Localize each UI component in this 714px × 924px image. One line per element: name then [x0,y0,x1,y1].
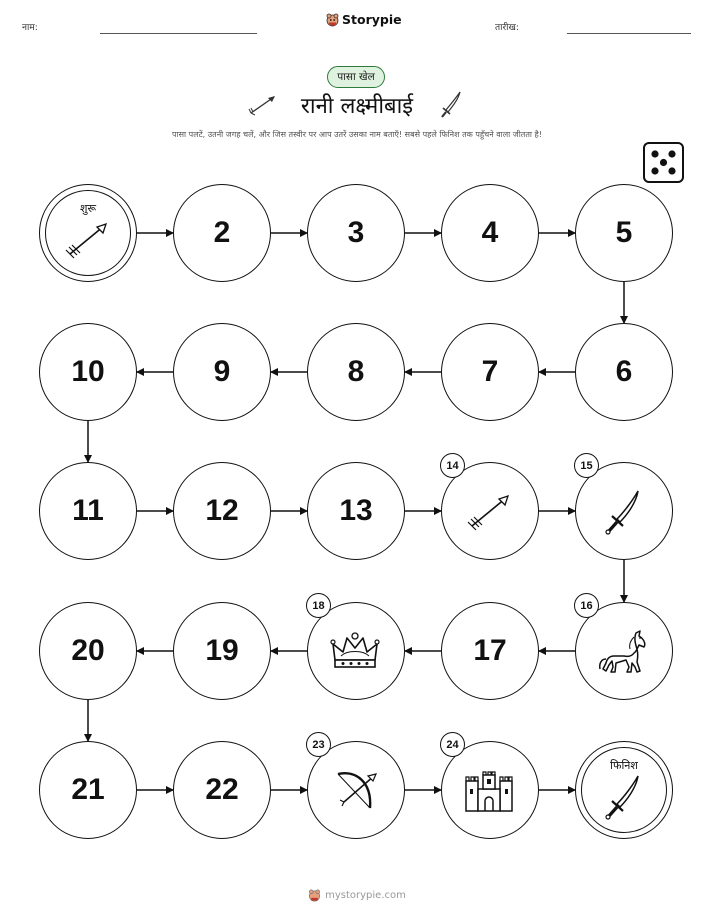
brand-name: Storypie [342,12,402,27]
space-number: 7 [481,355,499,388]
board-space [575,599,673,700]
space-number: 17 [473,634,507,667]
space-number: 9 [213,355,231,388]
board-space [39,602,137,700]
space-number-badge: 14 [440,453,465,478]
footer-site: mystorypie.com [325,890,406,901]
instructions: पासा पलटें, उतनी जगह चलें, और जिस तस्वीर पर आप उतरें उसका नाम बताएँ! सबसे पहले फिनिश तक पहुँचने वाला जीतता है! [172,130,542,139]
space-number: 13 [339,494,373,527]
board-space [575,459,673,560]
fort-icon [462,769,516,817]
arrow-icon [64,220,110,264]
space-number: 12 [205,494,239,527]
space-number: 22 [205,773,239,806]
space-number: 2 [213,216,231,249]
space-number: 10 [71,355,105,388]
start-label: शुरू [79,202,97,215]
board-space [307,323,405,421]
space-number: 6 [615,355,633,388]
footer-mascot-icon [308,889,321,902]
footer [0,889,714,902]
board-space [307,738,405,839]
space-number-badge: 15 [574,453,599,478]
board-space [575,323,673,421]
board-space [441,323,539,421]
board-space [39,741,137,839]
board-space [307,599,405,700]
finish-label: फिनिश [610,759,638,772]
space-number: 8 [347,355,365,388]
space-number: 11 [72,494,104,527]
space-number: 3 [347,216,365,249]
board-space [173,462,271,560]
board-space [173,741,271,839]
space-number-badge: 16 [574,593,599,618]
crown-icon [329,630,381,678]
sword-icon [602,488,644,540]
space-number: 19 [205,634,239,667]
board-space [307,462,405,560]
board-space [441,738,539,839]
board-space [307,184,405,282]
space-number: 4 [481,216,499,249]
space-number: 20 [71,634,105,667]
board-space [575,184,673,282]
page-title: रानी लक्ष्मीबाई [300,94,414,119]
date-label: तारीख: [495,23,519,33]
game-type-tag: पासा खेल [327,66,385,88]
board-space [441,602,539,700]
sword-icon [602,773,644,825]
board-space [173,323,271,421]
space-number: 5 [615,216,633,249]
finish-space [575,741,673,839]
space-number-badge: 18 [306,593,331,618]
board-space [173,602,271,700]
start-space [39,184,137,282]
board-space [441,184,539,282]
space-number-badge: 23 [306,732,331,757]
horse-icon [596,629,650,679]
space-number: 21 [71,773,105,806]
arrow-icon [466,492,512,536]
name-label: नाम: [22,23,38,33]
board-space [39,323,137,421]
board-space [39,462,137,560]
board-space [173,184,271,282]
board-space [441,459,539,560]
space-number-badge: 24 [440,732,465,757]
bow-icon [330,768,380,818]
